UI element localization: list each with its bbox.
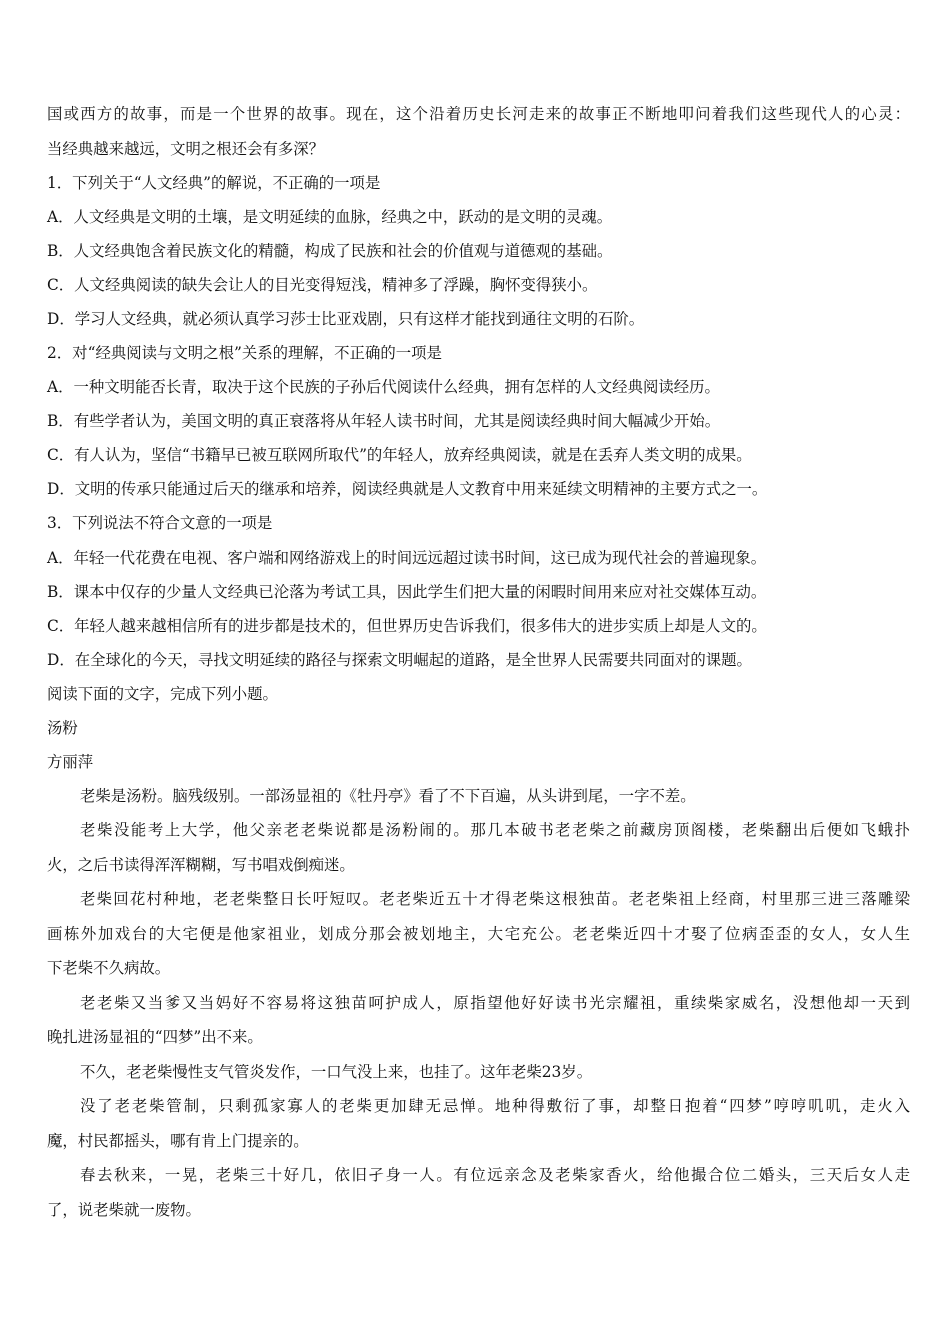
passage-line: 当经典越来越远，文明之根还会有多深？ [47, 140, 325, 158]
question-1-option-d: D．学习人文经典，就必须认真学习莎士比亚戏剧，只有这样才能找到通往文明的石阶。 [47, 310, 645, 328]
question-1-option-a: A．人文经典是文明的土壤，是文明延续的血脉，经典之中，跃动的是文明的灵魂。 [47, 208, 613, 226]
passage-line: 国或西方的故事，而是一个世界的故事。现在，这个沿着历史长河走来的故事正不断地叩问着我们这些现代人的心灵： [47, 105, 910, 123]
story-paragraph-line: 下老柴不久病故。 [47, 959, 171, 977]
story-paragraph-line: 春去秋来，一晃，老柴三十好几，依旧孑身一人。有位远亲念及老柴家香火，给他撮合位二婚头，三天后女人走 [80, 1166, 910, 1184]
story-author: 方丽萍 [47, 753, 94, 771]
story-paragraph-line: 不久，老老柴慢性支气管炎发作，一口气没上来，也挂了。这年老柴23岁。 [80, 1063, 593, 1081]
story-paragraph-line: 火，之后书读得浑浑糊糊，写书唱戏倒痴迷。 [47, 856, 355, 874]
question-3-option-b: B．课本中仅存的少量人文经典已沦落为考试工具，因此学生们把大量的闲暇时间用来应对社交媒体互动。 [47, 583, 767, 601]
question-2-stem: 2．对“经典阅读与文明之根”关系的理解，不正确的一项是 [47, 344, 442, 362]
story-paragraph-line: 了，说老柴就一废物。 [47, 1201, 201, 1219]
question-2-option-c: C．有人认为，坚信“书籍早已被互联网所取代”的年轻人，放弃经典阅读，就是在丢弃人类文明的成果。 [47, 446, 752, 464]
question-1-stem: 1．下列关于“人文经典”的解说，不正确的一项是 [47, 174, 381, 192]
question-1-option-b: B．人文经典饱含着民族文化的精髓，构成了民族和社会的价值观与道德观的基础。 [47, 242, 613, 260]
story-paragraph-line: 画栋外加戏台的大宅便是他家祖业，划成分那会被划地主，大宅充公。老老柴近四十才娶了位病歪歪的女人，女人生 [47, 925, 910, 943]
question-2-option-a: A．一种文明能否长青，取决于这个民族的子孙后代阅读什么经典，拥有怎样的人文经典阅读经历。 [47, 378, 720, 396]
story-paragraph-line: 老柴没能考上大学，他父亲老老柴说都是汤粉闹的。那几本破书老老柴之前藏房顶阁楼，老柴翻出后便如飞蛾扑 [80, 821, 910, 839]
story-paragraph-line: 魔，村民都摇头，哪有肯上门提亲的。 [47, 1132, 309, 1150]
story-paragraph-line: 老柴回花村种地，老老柴整日长吁短叹。老老柴近五十才得老柴这根独苗。老老柴祖上经商，村里那三进三落雕梁 [80, 890, 910, 908]
story-paragraph-line: 老老柴又当爹又当妈好不容易将这独苗呵护成人，原指望他好好读书光宗耀祖，重续柴家威名，没想他却一天到 [80, 994, 910, 1012]
question-1-option-c: C．人文经典阅读的缺失会让人的目光变得短浅，精神多了浮躁，胸怀变得狭小。 [47, 276, 598, 294]
story-paragraph-line: 老柴是汤粉。脑残级别。一部汤显祖的《牡丹亭》看了不下百遍，从头讲到尾，一字不差。 [80, 787, 696, 805]
question-2-option-d: D．文明的传承只能通过后天的继承和培养，阅读经典就是人文教育中用来延续文明精神的主要方式之一。 [47, 480, 768, 498]
question-2-option-b: B．有些学者认为，美国文明的真正衰落将从年轻人读书时间，尤其是阅读经典时间大幅减少开始。 [47, 412, 721, 430]
question-3-option-c: C．年轻人越来越相信所有的进步都是技术的，但世界历史告诉我们，很多伟大的进步实质上却是人文的。 [47, 617, 767, 635]
story-paragraph-line: 晚扎进汤显祖的“四梦”出不来。 [47, 1028, 263, 1046]
question-3-stem: 3．下列说法不符合文意的一项是 [47, 514, 273, 532]
story-title: 汤粉 [47, 719, 78, 737]
story-paragraph-line: 没了老老柴管制，只剩孤家寡人的老柴更加肆无忌惮。地种得敷衍了事，却整日抱着“四梦”哼哼叽叽，走火入 [80, 1097, 910, 1115]
question-3-option-d: D．在全球化的今天，寻找文明延续的路径与探索文明崛起的道路，是全世界人民需要共同面对的课题。 [47, 651, 752, 669]
reading-instruction: 阅读下面的文字，完成下列小题。 [47, 685, 278, 703]
question-3-option-a: A．年轻一代花费在电视、客户端和网络游戏上的时间远远超过读书时间，这已成为现代社会的普遍现象。 [47, 549, 767, 567]
